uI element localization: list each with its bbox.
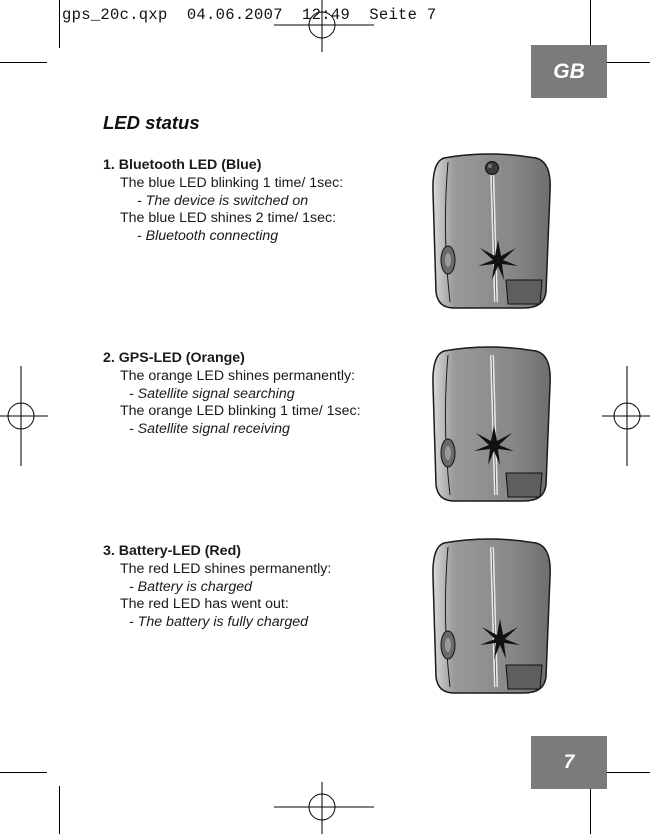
status-result: - The device is switched on xyxy=(137,192,309,209)
crop-mark-top-right-vertical xyxy=(590,0,591,48)
status-condition: The blue LED shines 2 time/ 1sec: xyxy=(120,210,337,227)
section-battery-led xyxy=(103,543,423,632)
page-title: LED status xyxy=(103,112,200,133)
registration-target-right xyxy=(602,366,650,466)
crop-mark-bottom-left-vertical xyxy=(59,786,60,834)
device-illustration-battery xyxy=(428,537,554,697)
status-result: - Satellite signal receiving xyxy=(129,421,290,438)
crop-mark-bottom-left-horizontal xyxy=(0,772,47,773)
section-heading: 2. GPS-LED (Orange) xyxy=(103,350,245,366)
crop-mark-bottom-right-horizontal xyxy=(603,772,650,773)
section-gps-led xyxy=(103,350,423,439)
language-tab: GB xyxy=(531,45,607,98)
crop-mark-top-right-horizontal xyxy=(603,62,650,63)
status-condition: The red LED shines permanently: xyxy=(120,560,332,577)
page-number: 7 xyxy=(531,736,607,789)
crop-mark-top-left-horizontal xyxy=(0,62,47,63)
print-slug-header: gps_20c.qxp 04.06.2007 12:49 Seite 7 xyxy=(62,6,437,24)
status-condition: The orange LED shines permanently: xyxy=(120,367,356,384)
status-result: - Satellite signal searching xyxy=(129,385,295,402)
crop-mark-top-left-vertical xyxy=(59,0,60,48)
status-condition: The orange LED blinking 1 time/ 1sec: xyxy=(120,403,361,420)
section-heading: 3. Battery-LED (Red) xyxy=(103,543,241,559)
status-result: - The battery is fully charged xyxy=(129,614,308,631)
status-result: - Bluetooth connecting xyxy=(137,228,279,245)
section-heading: 1. Bluetooth LED (Blue) xyxy=(103,157,262,173)
status-result: - Battery is charged xyxy=(129,578,253,595)
status-condition: The blue LED blinking 1 time/ 1sec: xyxy=(120,174,344,191)
section-bluetooth-led xyxy=(103,157,423,246)
device-illustration-bluetooth xyxy=(428,152,554,312)
registration-target-left xyxy=(0,366,48,466)
device-illustration-gps xyxy=(428,345,554,505)
registration-target-bottom xyxy=(274,782,374,834)
status-condition: The red LED has went out: xyxy=(120,596,289,613)
crop-mark-bottom-right-vertical xyxy=(590,786,591,834)
